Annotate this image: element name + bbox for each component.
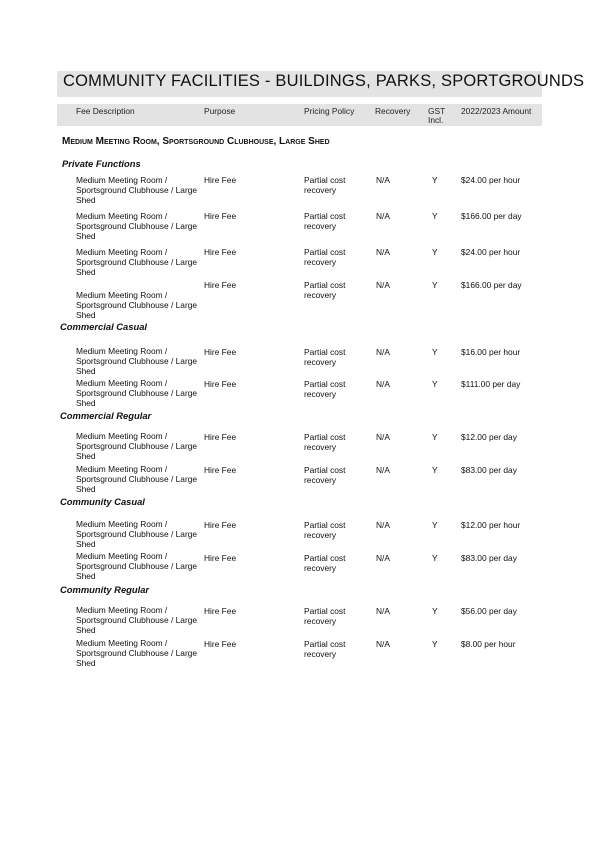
row-gst: Y xyxy=(432,347,438,357)
group-private-functions: Private Functions xyxy=(62,158,141,169)
row-amount: $83.00 per day xyxy=(461,465,517,475)
row-gst: Y xyxy=(432,520,438,530)
row-fee-description: Medium Meeting Room / Sportsground Clubhouse / Large Shed xyxy=(76,290,198,321)
col-gst: GST xyxy=(428,106,446,116)
section-title: Medium Meeting Room, Sportsground Clubhouse, Large Shed xyxy=(62,136,330,147)
col-fee-description: Fee Description xyxy=(76,106,135,116)
row-purpose: Hire Fee xyxy=(204,553,237,563)
row-recovery: N/A xyxy=(376,639,390,649)
row-fee-description: Medium Meeting Room / Sportsground Clubhouse / Large Shed xyxy=(76,175,198,206)
col-recovery: Recovery xyxy=(375,106,411,116)
row-pricing-policy: Partial cost recovery xyxy=(304,639,346,660)
row-recovery: N/A xyxy=(376,280,390,290)
row-amount: $83.00 per day xyxy=(461,553,517,563)
row-pricing-policy: Partial cost recovery xyxy=(304,379,346,400)
row-purpose: Hire Fee xyxy=(204,347,237,357)
group-commercial-regular: Commercial Regular xyxy=(60,410,152,421)
row-gst: Y xyxy=(432,211,438,221)
col-purpose: Purpose xyxy=(204,106,236,116)
row-recovery: N/A xyxy=(376,175,390,185)
row-pricing-policy: Partial cost recovery xyxy=(304,347,346,368)
group-community-regular: Community Regular xyxy=(60,584,150,595)
group-community-casual: Community Casual xyxy=(60,496,145,507)
row-pricing-policy: Partial cost recovery xyxy=(304,432,346,453)
row-amount: $24.00 per hour xyxy=(461,247,521,257)
row-gst: Y xyxy=(432,247,438,257)
row-amount: $8.00 per hour xyxy=(461,639,516,649)
title-bar xyxy=(57,71,585,97)
row-fee-description: Medium Meeting Room / Sportsground Clubhouse / Large Shed xyxy=(76,378,198,409)
row-pricing-policy: Partial cost recovery xyxy=(304,520,346,541)
row-recovery: N/A xyxy=(376,432,390,442)
row-fee-description: Medium Meeting Room / Sportsground Clubhouse / Large Shed xyxy=(76,519,198,550)
row-gst: Y xyxy=(432,639,438,649)
col-gst-incl: Incl. xyxy=(428,115,444,125)
row-amount: $16.00 per hour xyxy=(461,347,521,357)
row-fee-description: Medium Meeting Room / Sportsground Clubhouse / Large Shed xyxy=(76,346,198,377)
row-purpose: Hire Fee xyxy=(204,606,237,616)
row-amount: $24.00 per hour xyxy=(461,175,521,185)
col-amount: 2022/2023 Amount xyxy=(461,106,532,116)
row-amount: $12.00 per hour xyxy=(461,520,521,530)
row-fee-description: Medium Meeting Room / Sportsground Clubhouse / Large Shed xyxy=(76,211,198,242)
row-purpose: Hire Fee xyxy=(204,280,237,290)
row-fee-description: Medium Meeting Room / Sportsground Clubhouse / Large Shed xyxy=(76,431,198,462)
row-pricing-policy: Partial cost recovery xyxy=(304,280,346,301)
row-purpose: Hire Fee xyxy=(204,247,237,257)
row-recovery: N/A xyxy=(376,347,390,357)
col-pricing-policy: Pricing Policy xyxy=(304,106,355,116)
row-amount: $166.00 per day xyxy=(461,211,522,221)
row-purpose: Hire Fee xyxy=(204,211,237,221)
row-gst: Y xyxy=(432,280,438,290)
row-purpose: Hire Fee xyxy=(204,175,237,185)
row-amount: $56.00 per day xyxy=(461,606,517,616)
row-recovery: N/A xyxy=(376,247,390,257)
row-amount: $166.00 per day xyxy=(461,280,522,290)
row-amount: $111.00 per day xyxy=(461,379,521,389)
table-header xyxy=(57,104,542,126)
row-pricing-policy: Partial cost recovery xyxy=(304,465,346,486)
row-recovery: N/A xyxy=(376,520,390,530)
row-gst: Y xyxy=(432,553,438,563)
row-gst: Y xyxy=(432,432,438,442)
group-commercial-casual: Commercial Casual xyxy=(60,321,148,332)
row-pricing-policy: Partial cost recovery xyxy=(304,175,346,196)
row-fee-description: Medium Meeting Room / Sportsground Clubhouse / Large Shed xyxy=(76,605,198,636)
row-purpose: Hire Fee xyxy=(204,520,237,530)
row-purpose: Hire Fee xyxy=(204,432,237,442)
row-pricing-policy: Partial cost recovery xyxy=(304,553,346,574)
row-purpose: Hire Fee xyxy=(204,639,237,649)
row-recovery: N/A xyxy=(376,465,390,475)
row-pricing-policy: Partial cost recovery xyxy=(304,606,346,627)
row-recovery: N/A xyxy=(376,553,390,563)
row-pricing-policy: Partial cost recovery xyxy=(304,247,346,268)
row-gst: Y xyxy=(432,465,438,475)
row-fee-description: Medium Meeting Room / Sportsground Clubhouse / Large Shed xyxy=(76,551,198,582)
row-fee-description: Medium Meeting Room / Sportsground Clubhouse / Large Shed xyxy=(76,638,198,669)
row-amount: $12.00 per day xyxy=(461,432,517,442)
row-recovery: N/A xyxy=(376,606,390,616)
row-purpose: Hire Fee xyxy=(204,465,237,475)
row-fee-description: Medium Meeting Room / Sportsground Clubhouse / Large Shed xyxy=(76,247,198,278)
row-gst: Y xyxy=(432,379,438,389)
row-purpose: Hire Fee xyxy=(204,379,237,389)
row-gst: Y xyxy=(432,606,438,616)
page-title: COMMUNITY FACILITIES - BUILDINGS, PARKS, SPORTGROUNDS xyxy=(63,72,585,90)
row-recovery: N/A xyxy=(376,379,390,389)
row-fee-description: Medium Meeting Room / Sportsground Clubhouse / Large Shed xyxy=(76,464,198,495)
row-pricing-policy: Partial cost recovery xyxy=(304,211,346,232)
row-recovery: N/A xyxy=(376,211,390,221)
row-gst: Y xyxy=(432,175,438,185)
